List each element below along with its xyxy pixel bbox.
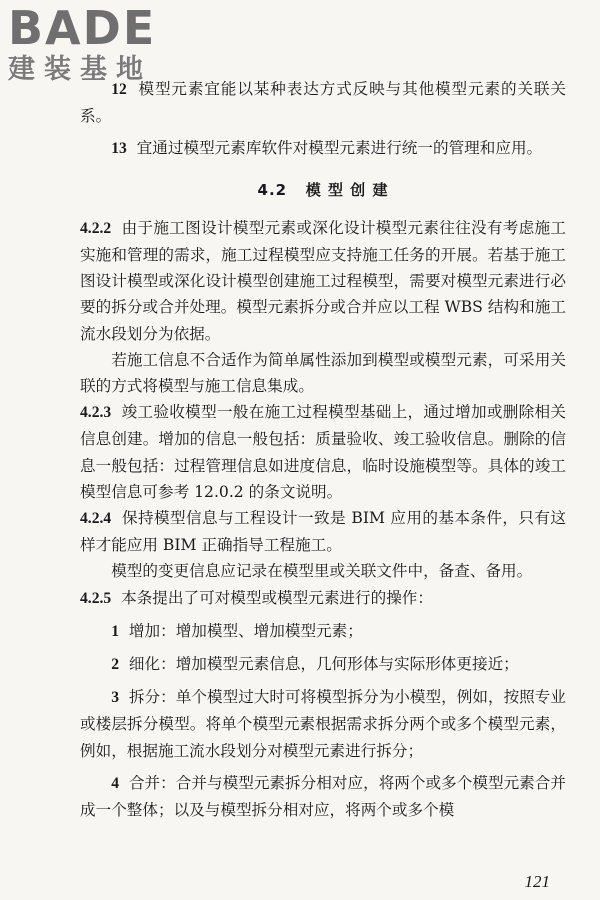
item-number: 13 <box>111 140 127 158</box>
clause-4-2-5 <box>80 585 566 612</box>
item-number: 1 <box>111 622 119 640</box>
clause-number: 4.2.2 <box>80 219 112 237</box>
watermark-subtitle: 建装基地 <box>8 54 152 85</box>
watermark <box>8 1 157 86</box>
clause-4-2-3 <box>80 399 566 505</box>
clause-paragraph <box>80 558 566 584</box>
item-number: 12 <box>111 81 127 98</box>
clause-text: 由于施工图设计模型元素或深化设计模型元素往往没有考虑施工实施和管理的需求，施工过程模型应支持施工任务的开展。若基于施工图设计模型或深化设计模型创建施工过程模型，需要对模型元素进行必要的拆分或合并处理。模型元素拆分或合并应以工程 WBS 结构和施工流水段划分为依据。 <box>80 218 566 343</box>
paragraph-text: 若施工信息不合适作为简单属性添加到模型或模型元素，可采用关联的方式将模型与施工信息集成。 <box>80 350 566 396</box>
paragraph-text: 模型的变更信息应记录在模型里或关联文件中，备查、备用。 <box>111 562 533 581</box>
page-body <box>80 76 566 823</box>
section-number: 4.2 <box>257 180 288 199</box>
list-item <box>80 770 566 823</box>
item-number: 3 <box>111 689 119 707</box>
clause-text: 保持模型信息与工程设计一致是 BIM 应用的基本条件，只有这样才能应用 BIM 正确指导工程施工。 <box>80 509 567 555</box>
item-text: 合并：合并与模型元素拆分相对应，将两个或多个模型元素合并成一个整体；以及与模型拆分相对应，将两个或多个模 <box>80 773 566 820</box>
item-number: 2 <box>111 656 119 674</box>
clause-text: 本条提出了可对模型或模型元素进行的操作： <box>121 588 433 607</box>
clause-number: 4.2.5 <box>80 589 112 607</box>
clause-paragraph <box>80 347 566 399</box>
item-text: 细化：增加模型元素信息，几何形体与实际形体更接近； <box>128 655 519 674</box>
list-item <box>80 651 566 678</box>
list-item <box>80 684 566 764</box>
clause-text: 竣工验收模型一般在施工过程模型基础上，通过增加或删除相关信息创建。增加的信息一般包括：质量验收、竣工验收信息。删除的信息一般包括：过程管理信息如进度信息，临时设施模型等。具体的竣工模型信息可参考 12.0.2 的条文说明。 <box>80 403 566 501</box>
list-item <box>80 76 566 129</box>
item-text: 模型元素宜能以某种表达方式反映与其他模型元素的关联关系。 <box>80 80 566 126</box>
list-item <box>80 135 566 162</box>
item-number: 4 <box>111 774 119 792</box>
list-item <box>80 618 566 645</box>
item-text: 宜通过模型元素库软件对模型元素进行统一的管理和应用。 <box>136 139 543 158</box>
item-text: 增加：增加模型、增加模型元素； <box>128 621 363 640</box>
section-heading <box>80 177 566 203</box>
page-number: 121 <box>524 872 550 891</box>
clause-4-2-2 <box>80 215 566 347</box>
item-text: 拆分：单个模型过大时可将模型拆分为小模型，例如，按照专业或楼层拆分模型。将单个模型元素根据需求拆分两个或多个模型元素，例如，根据施工流水段划分对模型元素进行拆分； <box>80 688 566 760</box>
clause-number: 4.2.4 <box>80 510 112 528</box>
section-title: 模 型 创 建 <box>305 180 389 199</box>
watermark-logo: BADE <box>8 1 157 55</box>
clause-number: 4.2.3 <box>80 404 112 422</box>
clause-4-2-4 <box>80 505 566 558</box>
